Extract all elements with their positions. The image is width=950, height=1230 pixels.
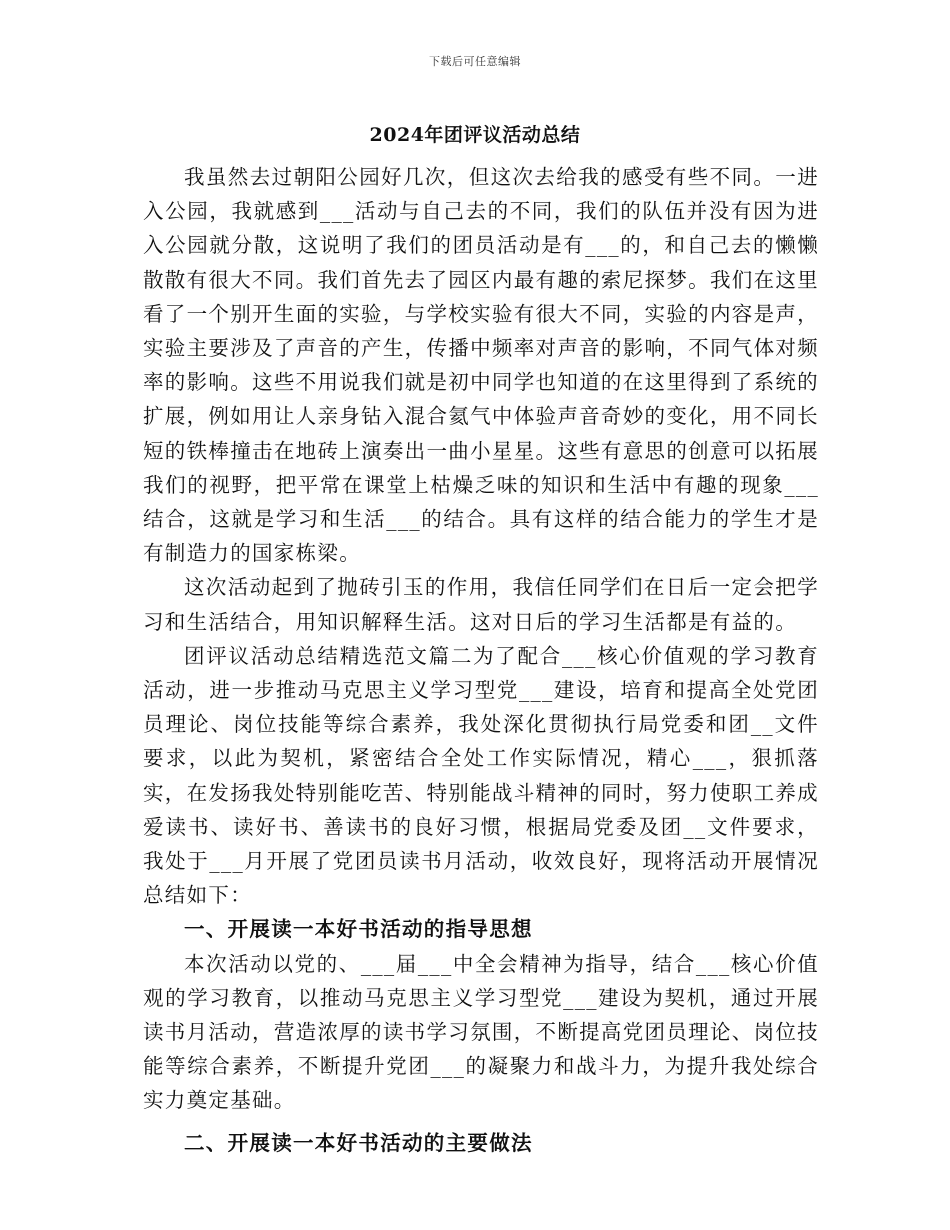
paragraph-2: 这次活动起到了抛砖引玉的作用，我信任同学们在日后一定会把学习和生活结合，用知识解释生活。这对日后的学习生活都是有益的。 [143, 575, 819, 634]
paragraph-3: 团评议活动总结精选范文篇二为了配合___核心价值观的学习教育活动，进一步推动马克思主义学习型党___建设，培育和提高全处党团员理论、岗位技能等综合素养，我处深化贯彻执行局党委和团__文件要求，以此为契机，紧密结合全处工作实际情况，精心___，狠抓落实，在发扬我处特别能吃苦、特别能战斗精神的同时，努力使职工养成爱读书、读好书、善读书的良好习惯，根据局党委及团__文件要求，我处于___月开展了党团员读书月活动，收效良好，现将活动开展情况总结如下： [143, 643, 819, 908]
page-header-note: 下载后可任意编辑 [429, 55, 521, 68]
document-title: 2024年团评议活动总结 [369, 124, 581, 146]
paragraph-1: 我虽然去过朝阳公园好几次，但这次去给我的感受有些不同。一进入公园，我就感到___活动与自己去的不同，我们的队伍并没有因为进入公园就分散，这说明了我们的团员活动是有___的，和自己去的懒懒散散有很大不同。我们首先去了园区内最有趣的索尼探梦。我们在这里看了一个别开生面的实验，与学校实验有很大不同，实验的内容是声，实验主要涉及了声音的产生，传播中频率对声音的影响，不同气体对频率的影响。这些不用说我们就是初中同学也知道的在这里得到了系统的扩展，例如用让人亲身钻入混合氦气中体验声音奇妙的变化，用不同长短的铁棒撞击在地砖上演奏出一曲小星星。这些有意思的创意可以拓展我们的视野，把平常在课堂上枯燥乏味的知识和生活中有趣的现象___结合，这就是学习和生活___的结合。具有这样的结合能力的学生才是有制造力的国家栋梁。 [143, 165, 819, 566]
paragraph-4: 本次活动以党的、___届___中全会精神为指导，结合___核心价值观的学习教育，以推动马克思主义学习型党___建设为契机，通过开展读书月活动，营造浓厚的读书学习氛围，不断提高党团员理论、岗位技能等综合素养，不断提升党团___的凝聚力和战斗力，为提升我处综合实力奠定基础。 [143, 951, 819, 1113]
section-heading-2: 二、开展读一本好书活动的主要做法 [184, 1130, 533, 1155]
document-body [143, 160, 819, 1160]
section-heading-1: 一、开展读一本好书活动的指导思想 [184, 917, 533, 942]
